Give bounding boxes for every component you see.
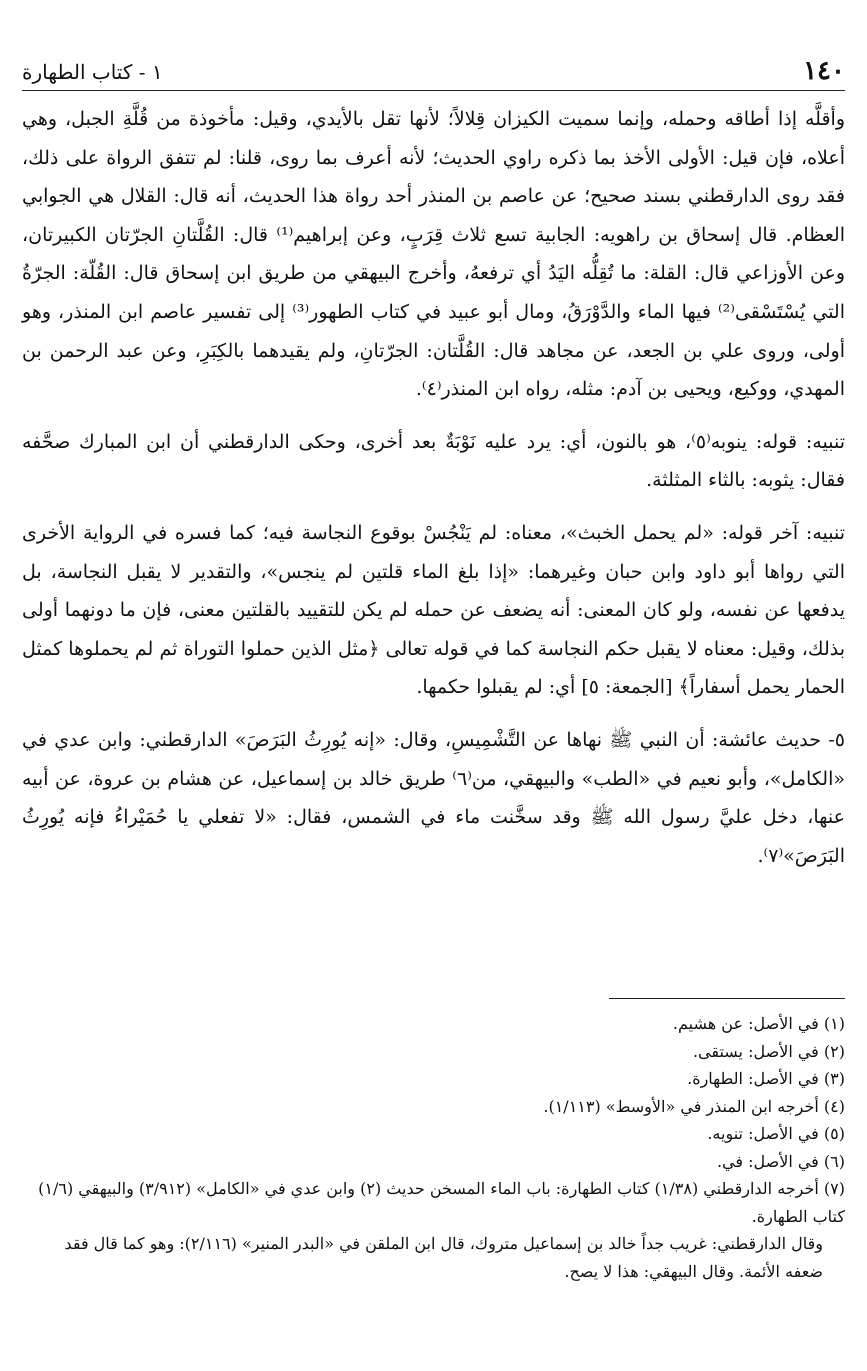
page-header bbox=[22, 52, 845, 92]
footnotes bbox=[22, 1010, 845, 1285]
footnote-4: (٤) أخرجه ابن المنذر في «الأوسط» (١/١١٣). bbox=[543, 1096, 845, 1116]
footnote-1: (١) في الأصل: عن هشيم. bbox=[672, 1014, 845, 1033]
header-divider bbox=[22, 90, 845, 91]
footnote-3: (٣) في الأصل: الطهارة. bbox=[687, 1069, 845, 1088]
footnote-5: (٥) في الأصل: تنويه. bbox=[707, 1124, 845, 1143]
chapter-title: ١ - كتاب الطهارة bbox=[22, 60, 163, 84]
footnote-6: (٦) في الأصل: في. bbox=[716, 1151, 845, 1171]
paragraph-note-khabath: تنبيه: آخر قوله: «لم يحمل الخبث»، معناه: لم يَنْجُسْ بوقوع النجاسة فيه؛ كما فسره في الرواية الأخرى التي رواها أبو داود وابن حبان وغيرهما: «إذا بلغ الماء قلتين لم ينجس»، والتقدير لا يقبل النجاسة، بل يدفعها عن نفسه، ولو كان المعنى: أنه يضعف عن حمله لم يكن للتقييد بالقلتين معنى، فإن ما دونهما أولى بذلك، وقيل: معناه لا يقبل حكم النجاسة كما في قوله تعالى ﴿مثل الذين حملوا التوراة ثم لم يحملوها كمثل الحمار يحمل أسفاراً﴾ [الجمعة: ٥] أي: لم يقبلوا حكمها. bbox=[22, 521, 845, 699]
page-number: ١٤٠ bbox=[803, 56, 845, 86]
footnote-7-continuation: وقال الدارقطني: غريب جداً خالد بن إسماعيل متروك، قال ابن الملقن في «البدر المنير» (٢/١١٦): وهو كما قال فقد ضعفه الأئمة. وقال البيهقي: هذا لا يصح. bbox=[64, 1234, 823, 1281]
footnote-divider bbox=[609, 998, 845, 999]
paragraph-note-yanubuh: تنبيه: قوله: ينوبه⁽٥⁾، هو بالنون، أي: يرد عليه نَوْبَةٌ بعد أخرى، وحكى الدارقطني أن ابن المبارك صحَّفه فقال: يثوبه: بالثاء المثلثة. bbox=[22, 430, 845, 492]
footnote-2: (٢) في الأصل: يستقى. bbox=[692, 1041, 845, 1061]
main-text bbox=[22, 100, 845, 875]
paragraph-hadith-aisha: ٥- حديث عائشة: أن النبي ﷺ نهاها عن التَّشْمِيسِ، وقال: «إنه يُورِثُ البَرَصَ» الدارقطني: وابن عدي في «الكامل»، وأبو نعيم في «الطب» والبيهقي، من⁽٦⁾ طريق خالد بن إسماعيل، عن هشام بن عروة، عن أبيه عنها، دخل عليَّ رسول الله ﷺ وقد سخَّنت ماء في الشمس، فقال: «لا تفعلي يا حُمَيْراءُ فإنه يُورِثُ البَرَصَ»⁽٧⁾. bbox=[22, 728, 846, 867]
paragraph-qullah: وأقلَّه إذا أطاقه وحمله، وإنما سميت الكيزان قِلالاً؛ لأنها تقل بالأيدي، وقيل: مأخوذة من قُلَّةِ الجبل، وهي أعلاه، فإن قيل: الأولى الأخذ بما ذكره راوي الحديث؛ لأنه أعرف بما روى، قلنا: لم تتفق الرواة على ذلك، فقد روى الدارقطني بسند صحيح؛ عن عاصم بن المنذر أحد رواة هذا الحديث، أنه قال: القلال هي الجوابي العظام. قال إسحاق بن راهويه: الجابية تسع ثلاث قِرَبٍ، وعن إبراهيم⁽¹⁾ قال: القُلَّتانِ الجرّتان الكبيرتان، وعن الأوزاعي قال: القلة: ما تُقِلُّه اليَدُ أي ترفعهُ، وأخرج البيهقي من طريق ابن إسحاق قال: القُلّة: الجرّةُ التي يُسْتَسْقى⁽²⁾ فيها الماء والدَّوْرَقُ، ومال أبو عبيد في كتاب الطهور⁽³⁾ إلى تفسير عاصم ابن المنذر، وهو أولى، وروى علي بن الجعد، عن مجاهد قال: القُلَّتان: الجرّتانِ، ولم يقيدهما بالكِبَرِ، وعن عبد الرحمن بن المهدي، ووكيع، ويحيى بن آدم: مثله، رواه ابن المنذر⁽٤⁾. bbox=[22, 108, 846, 401]
footnote-7: (٧) أخرجه الدارقطني (١/٣٨) كتاب الطهارة: باب الماء المسخن حديث (٢) وابن عدي في «الكامل» (٣/٩١٢) والبيهقي (١/٦) كتاب الطهارة. bbox=[38, 1179, 845, 1226]
